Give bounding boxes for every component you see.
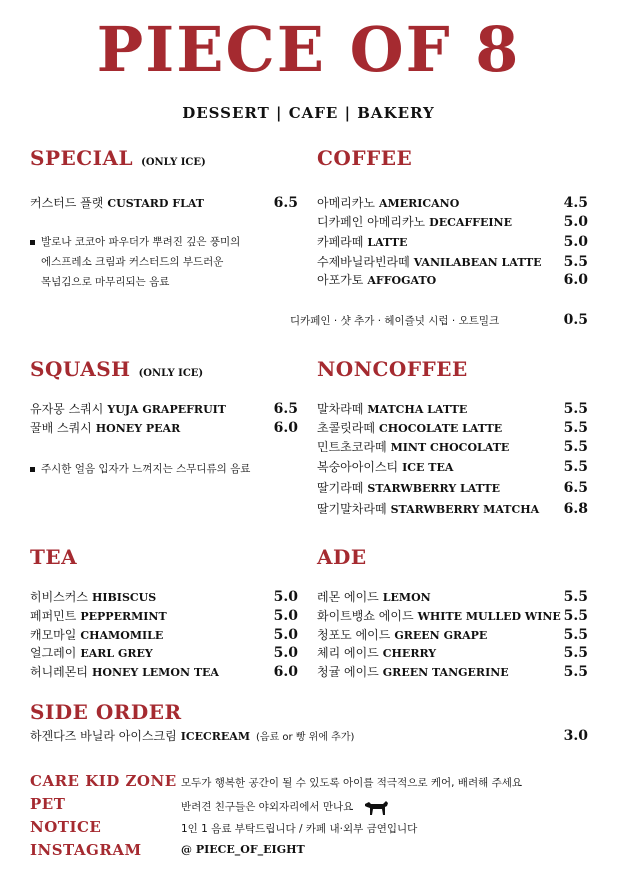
item-name-en: GREEN TANGERINE: [382, 666, 509, 679]
item-price: 5.5: [563, 645, 588, 661]
item-price: 5.5: [563, 459, 588, 475]
item-name-en: CHOCOLATE LATTE: [378, 422, 503, 435]
item-name-en: HONEY LEMON TEA: [91, 666, 219, 679]
pet-label: PET: [30, 795, 66, 813]
menu-item: [30, 419, 298, 436]
item-name-en: PEPPERMINT: [80, 610, 167, 623]
item-name-ko: 아메리카노: [317, 196, 375, 210]
options-price: 0.5: [563, 312, 588, 328]
menu-item: [30, 588, 298, 605]
desc-line: 목넘김으로 마무리되는 음료: [41, 276, 170, 288]
item-name-ko: 초콜릿라떼: [317, 421, 375, 435]
menu-item: [317, 213, 588, 230]
instagram-handle[interactable]: @ PIECE_OF_EIGHT: [181, 843, 305, 856]
menu-item: [317, 419, 588, 436]
section-side-order-title: SIDE ORDER: [30, 700, 182, 724]
item-name-en: LATTE: [367, 236, 408, 249]
desc-line: 주시한 얼음 입자가 느껴지는 스무디류의 음료: [41, 463, 251, 475]
item-name-en: EARL GREY: [80, 647, 153, 660]
item-name-ko: 꿀배 스쿼시: [30, 421, 92, 435]
special-description: [30, 232, 240, 292]
item-name-en: HIBISCUS: [91, 591, 157, 604]
dog-icon: [363, 798, 389, 816]
item-note: (음료 or 빵 위에 추가): [256, 732, 355, 743]
item-price: 3.0: [563, 728, 588, 744]
item-name-ko: 허니레몬티: [30, 665, 88, 679]
item-price: 5.0: [273, 627, 298, 643]
item-name-en: DECAFFEINE: [429, 216, 512, 229]
section-coffee-title: COFFEE: [317, 146, 413, 170]
item-name-en: LEMON: [382, 591, 431, 604]
item-name-ko: 디카페인 아메리카노: [317, 215, 426, 229]
squash-description: [30, 459, 250, 479]
instagram-label: INSTAGRAM: [30, 841, 142, 859]
item-name-en: VANILABEAN LATTE: [413, 256, 542, 269]
section-ade-title: ADE: [317, 545, 367, 569]
care-kid-zone-text: 모두가 행복한 공간이 될 수 있도록 아이를 적극적으로 케어, 배려해 주세요: [181, 777, 523, 789]
item-price: 5.5: [563, 627, 588, 643]
item-name-ko: 아포가토: [317, 273, 364, 287]
item-name-ko: 청귤 에이드: [317, 665, 379, 679]
item-name-ko: 하겐다즈 바닐라 아이스크림: [30, 729, 177, 743]
pet-text-row: [181, 798, 389, 816]
item-name-en: WHITE MULLED WINE: [417, 610, 561, 623]
item-price: 6.8: [563, 501, 588, 517]
menu-item: [317, 607, 588, 624]
item-name-ko: 복숭아아이스티: [317, 460, 399, 474]
menu-item: [317, 663, 588, 680]
item-name-en: STARWBERRY MATCHA: [390, 503, 540, 516]
menu-item: [30, 644, 298, 661]
bullet-icon: [30, 240, 35, 245]
item-name-ko: 민트초코라떼: [317, 440, 387, 454]
menu-item: [30, 727, 588, 744]
item-name-en: CHAMOMILE: [80, 629, 164, 642]
menu-item: [30, 400, 298, 417]
item-price: 5.5: [563, 401, 588, 417]
item-name-ko: 페퍼민트: [30, 609, 77, 623]
item-price: 6.0: [273, 420, 298, 436]
item-price: 6.0: [563, 272, 588, 288]
item-price: 5.0: [273, 589, 298, 605]
item-price: 5.5: [563, 608, 588, 624]
menu-item: [317, 438, 588, 455]
item-price: 5.5: [563, 664, 588, 680]
item-name-ko: 히비스커스: [30, 590, 88, 604]
item-name-ko: 유자몽 스쿼시: [30, 402, 104, 416]
bullet-icon: [30, 467, 35, 472]
item-price: 5.0: [273, 645, 298, 661]
coffee-options: [290, 312, 588, 328]
section-noncoffee-title: NONCOFFEE: [317, 357, 468, 381]
item-name-en: GREEN GRAPE: [394, 629, 488, 642]
item-name-ko: 말차라떼: [317, 402, 364, 416]
section-title-text: SPECIAL: [30, 146, 134, 170]
item-name-en: YUJA GRAPEFRUIT: [107, 403, 226, 416]
menu-item: [30, 607, 298, 624]
item-price: 6.5: [273, 401, 298, 417]
item-price: 5.0: [563, 234, 588, 250]
item-name-en: ICE TEA: [402, 461, 454, 474]
item-name-en: MINT CHOCOLATE: [390, 441, 510, 454]
item-name-ko: 수제바닐라빈라떼: [317, 255, 410, 269]
item-price: 5.0: [563, 214, 588, 230]
section-special-title: [30, 146, 206, 170]
menu-item: [317, 194, 588, 211]
menu-item: [317, 400, 588, 417]
item-name-en: STARWBERRY LATTE: [367, 482, 501, 495]
menu-item: [317, 233, 588, 250]
menu-item: [317, 479, 588, 496]
item-name-en: HONEY PEAR: [95, 422, 181, 435]
menu-item: [30, 663, 298, 680]
notice-label: NOTICE: [30, 818, 102, 836]
item-price: 5.5: [563, 420, 588, 436]
section-note: (ONLY ICE): [141, 157, 206, 168]
section-title-text: SQUASH: [30, 357, 131, 381]
item-name-ko: 커스터드 플랫: [30, 196, 104, 210]
care-kid-zone-label: CARE KID ZONE: [30, 772, 177, 790]
desc-line: 에스프레소 크림과 커스터드의 부드러운: [41, 256, 224, 268]
item-name-ko: 화이트뱅쇼 에이드: [317, 609, 414, 623]
menu-subtitle: DESSERT | CAFE | BAKERY: [182, 104, 435, 122]
menu-title: PIECE OF 8: [96, 13, 521, 86]
item-name-en: CHERRY: [382, 647, 437, 660]
item-name-ko: 캐모마일: [30, 628, 77, 642]
item-price: 6.0: [273, 664, 298, 680]
item-name-en: AFFOGATO: [367, 274, 437, 287]
item-price: 5.5: [563, 589, 588, 605]
section-squash-title: [30, 357, 203, 381]
menu-item: [317, 458, 588, 475]
item-price: 4.5: [563, 195, 588, 211]
item-name-en: MATCHA LATTE: [367, 403, 468, 416]
item-name-ko: 카페라떼: [317, 235, 364, 249]
item-name-en: ICECREAM: [180, 730, 251, 743]
menu-item: [317, 271, 588, 288]
item-price: 6.5: [273, 195, 298, 211]
item-price: 5.5: [563, 439, 588, 455]
item-name-ko: 체리 에이드: [317, 646, 379, 660]
notice-text: 1인 1 음료 부탁드립니다 / 카페 내·외부 금연입니다: [181, 823, 418, 835]
item-name-ko: 레몬 에이드: [317, 590, 379, 604]
item-name-ko: 얼그레이: [30, 646, 77, 660]
item-price: 6.5: [563, 480, 588, 496]
menu-item: [317, 626, 588, 643]
item-price: 5.5: [563, 254, 588, 270]
desc-line: 발로나 코코아 파우더가 뿌려진 깊은 풍미의: [41, 236, 241, 248]
menu-item: [317, 644, 588, 661]
item-name-en: CUSTARD FLAT: [107, 197, 204, 210]
item-name-en: AMERICANO: [378, 197, 460, 210]
menu-item: [317, 500, 588, 517]
item-name-ko: 딸기말차라떼: [317, 502, 387, 516]
menu-item: [30, 626, 298, 643]
menu-item: [317, 253, 588, 270]
pet-text: 반려견 친구들은 야외자리에서 만나요: [181, 801, 354, 813]
options-text: 디카페인 · 샷 추가 · 헤이즐넛 시럽 · 오트밀크: [290, 315, 500, 327]
section-tea-title: TEA: [30, 545, 78, 569]
item-name-ko: 딸기라떼: [317, 481, 364, 495]
item-name-ko: 청포도 에이드: [317, 628, 391, 642]
menu-item: [317, 588, 588, 605]
item-price: 5.0: [273, 608, 298, 624]
section-note: (ONLY ICE): [138, 368, 204, 379]
menu-item: [30, 194, 298, 211]
